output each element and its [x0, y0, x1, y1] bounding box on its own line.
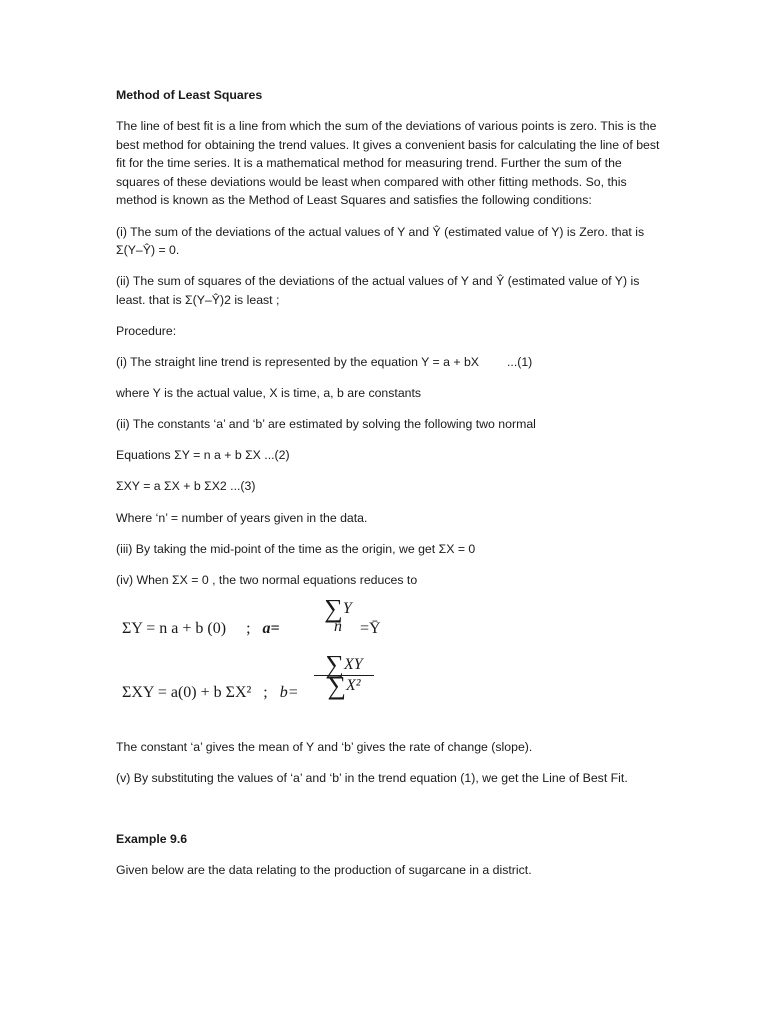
- reduced-equations-formula: [116, 593, 661, 728]
- where-n-definition: Where ‘n’ = number of years given in the data.: [116, 510, 368, 525]
- sigma-symbol: ∑: [327, 671, 346, 701]
- example-title: Example 9.6: [116, 831, 188, 846]
- normal-equation-2: Equations ΣY = n a + b ΣX ...(2): [116, 448, 290, 463]
- procedure-step-4: (iv) When ΣX = 0 , the two normal equations reduces to: [116, 572, 418, 587]
- formula-b-numerator: XY: [343, 655, 363, 673]
- formula-a-denominator: n: [334, 618, 342, 636]
- formula-row-a: [122, 620, 280, 639]
- formula-a-lhs: ΣY = n a + b (0): [122, 619, 227, 637]
- section-title: Method of Least Squares: [116, 88, 263, 102]
- document-page: [116, 86, 661, 892]
- formula-b-var: b=: [279, 683, 299, 701]
- normal-equation-3: ΣXY = a ΣX + b ΣX2 ...(3): [116, 479, 256, 494]
- sigma-symbol: ∑: [324, 593, 343, 623]
- formula-a-result: =Ȳ: [360, 619, 381, 637]
- condition-1: (i) The sum of the deviations of the actual values of Y and Ŷ (estimated value of Y) is Zero. that is Σ(Y–Ŷ) = 0.: [116, 224, 645, 258]
- formula-a-fraction: [316, 593, 360, 637]
- constant-explanation: The constant ‘a’ gives the mean of Y and ‘b’ gives the rate of change (slope).: [116, 739, 533, 754]
- formula-row-b: [122, 684, 299, 703]
- procedure-label: Procedure:: [116, 323, 177, 338]
- formula-b-fraction: [314, 649, 374, 701]
- intro-paragraph: The line of best fit is a line from which the sum of the deviations of various points is zero. This is the best method for obtaining the trend values. It gives a convenient basis for calculating the line of best fit for the time series. It is a mathematical method for measuring trend. Further the sum of the squares of these deviations would be least when compared with other fitting methods. So, this method is known as the Method of Least Squares and satisfies the following conditions:: [116, 119, 660, 208]
- formula-a-numerator: Y: [342, 599, 352, 617]
- formula-a-var: a=: [262, 619, 280, 637]
- step-1-ref: ...(1): [507, 355, 533, 370]
- formula-b-sep: ;: [263, 683, 268, 701]
- procedure-step-2: (ii) The constants ‘a’ and ‘b’ are estimated by solving the following two normal: [116, 417, 536, 432]
- procedure-step-5: (v) By substituting the values of ‘a’ and ‘b’ in the trend equation (1), we get the Line of Best Fit.: [116, 770, 628, 785]
- step-1-text: (i) The straight line trend is represented by the equation Y = a + bX: [116, 355, 479, 370]
- formula-a-sep: ;: [246, 619, 251, 637]
- condition-2: (ii) The sum of squares of the deviations of the actual values of Y and Ŷ (estimated value of Y) is least. that is Σ(Y–Ŷ)2 is least ;: [116, 274, 640, 307]
- formula-b-denominator: X²: [345, 677, 361, 695]
- procedure-step-3: (iii) By taking the mid-point of the time as the origin, we get ΣX = 0: [116, 541, 476, 556]
- sigma-symbol: ∑: [325, 649, 344, 679]
- step-1-where: where Y is the actual value, X is time, a, b are constants: [116, 386, 422, 401]
- procedure-step-1: [116, 353, 661, 372]
- example-description: Given below are the data relating to the production of sugarcane in a district.: [116, 863, 532, 878]
- formula-b-lhs: ΣXY = a(0) + b ΣX²: [122, 683, 252, 701]
